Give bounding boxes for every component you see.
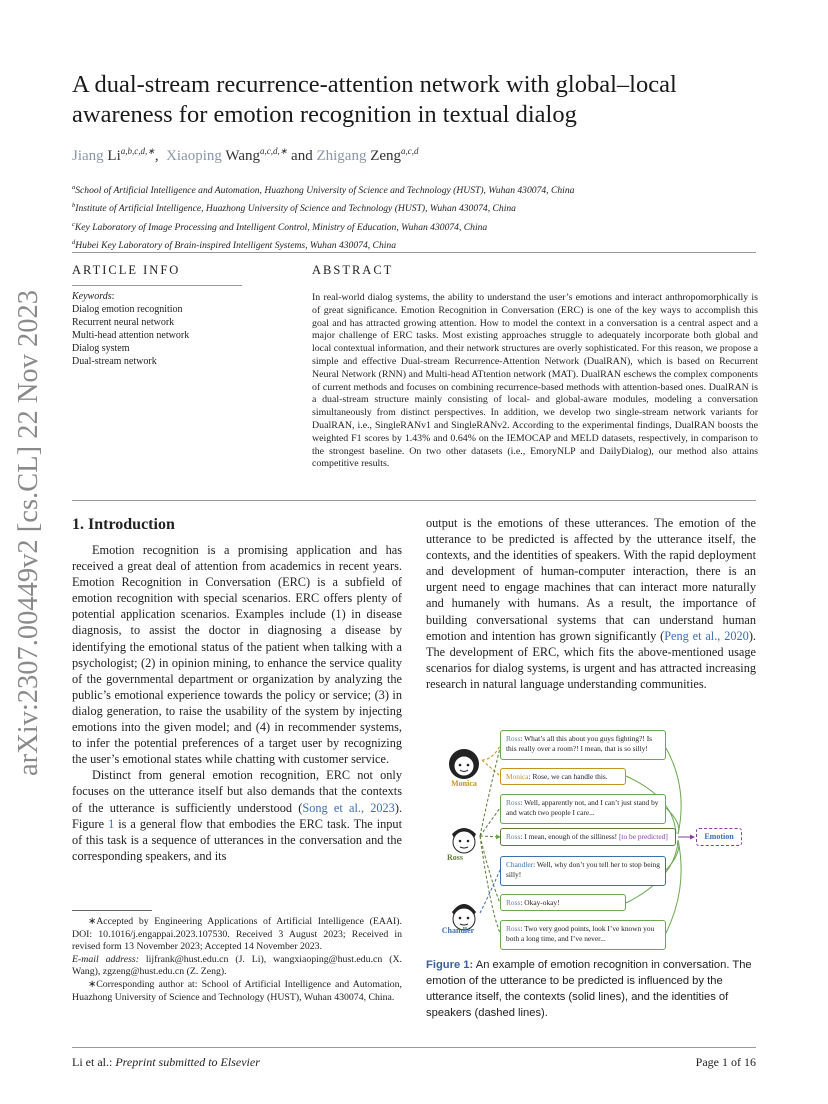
footer-divider — [72, 1047, 756, 1048]
utterance-text: Okay-okay! — [524, 898, 560, 907]
utterance-text: Well, why don’t you tell her to stop being silly! — [506, 860, 660, 879]
keyword-item: Recurrent neural network — [72, 317, 175, 328]
affiliation-sup: c — [72, 220, 75, 228]
utterance-text: What’s all this about you guys fighting?! Is this really over a room?! I mean, that is so silly! — [506, 734, 653, 753]
utterance-speaker: Ross — [506, 832, 521, 841]
utterance-5: Chandler: Well, why don’t you tell her to stop being silly! — [500, 856, 666, 886]
abstract-rule — [312, 285, 758, 286]
footer-authors: Li et al.: — [72, 1055, 113, 1069]
author-last-name: Li — [107, 148, 121, 164]
affiliation-sup: b — [72, 202, 76, 210]
intro-paragraph-continued — [426, 515, 756, 692]
footnote-rule — [72, 910, 152, 911]
affiliation-text: Institute of Artificial Intelligence, Huazhong University of Science and Technology (HUST), Wuhan 430074, China — [75, 203, 516, 215]
author-first-name: Zhigang — [316, 148, 367, 164]
arxiv-stamp-text: arXiv:2307.00449v2 [cs.CL] 22 Nov 2023 — [13, 290, 44, 776]
caption-text: An example of emotion recognition in conversation. The emotion of the utterance to be predicted is influenced by the utterance itself, the contexts (solid lines), and the identities of speakers (dashed lines). — [426, 959, 752, 1019]
left-column — [72, 542, 402, 864]
arxiv-stamp-svg — [4, 290, 48, 780]
arxiv-stamp — [4, 290, 48, 780]
speaker-label-ross: Ross — [446, 853, 463, 862]
footnote-emails — [72, 954, 402, 979]
utterance-text: I mean, enough of the silliness! — [524, 832, 618, 841]
keyword-item: Dialog system — [72, 343, 130, 354]
utterance-text: Well, apparently not, and I can’t just stand by and watch two people I care... — [506, 798, 659, 817]
citation-link-peng[interactable]: Peng et al., 2020 — [664, 628, 749, 643]
footer-left — [72, 1055, 260, 1070]
figure-1 — [426, 728, 756, 950]
affiliation-line — [72, 180, 762, 198]
footnotes — [72, 916, 402, 1004]
affiliation-text: School of Artificial Intelligence and Automation, Huazhong University of Science and Technology (HUST), Wuhan 430074, China — [75, 185, 575, 197]
utterance-speaker: Ross — [506, 734, 521, 743]
prediction-tag: [to be predicted] — [618, 832, 668, 841]
affiliation-text: Hubei Key Laboratory of Brain-inspired Intelligent Systems, Wuhan 430074, China — [75, 240, 396, 252]
paragraph-text: ). Figure — [72, 800, 403, 831]
footnote-accepted: ∗Accepted by Engineering Applications of Artificial Intelligence (EAAI). DOI: 10.1016/j.engappai.2023.107530. Received 3 August 2023; Received in revised form 13 November 2023; Accepted 14 November 2023. — [72, 916, 402, 953]
intro-paragraph-2 — [72, 767, 402, 864]
affiliation-text: Key Laboratory of Image Processing and Intelligent Control, Ministry of Education, Wuhan 430074, China — [74, 221, 488, 233]
utterance-speaker: Monica — [506, 772, 529, 781]
right-column — [426, 515, 756, 692]
affiliations — [72, 180, 762, 254]
author-first-name: Jiang — [72, 148, 104, 164]
utterance-to-predict: Ross: I mean, enough of the silliness! [to be predicted] — [500, 828, 676, 846]
email-label: E-mail address: — [72, 953, 139, 965]
keywords-label-line: Keywords: — [72, 291, 115, 302]
keyword-item: Dialog emotion recognition — [72, 304, 183, 315]
speaker-label-monica: Monica — [451, 779, 477, 788]
abstract-divider — [72, 500, 756, 501]
paragraph-text: is a general flow that embodies the ERC task. The input of this task is a sequence of utterances in the conversation and the corresponding speakers, and its — [72, 816, 402, 863]
intro-paragraph-1: Emotion recognition is a promising application and has received a great deal of attention from academics in recent years. Emotion Recognition in Conversation (ERC) is a subfield of emotion recognition with special scenarios. ERC offers plenty of potential application scenarios. Examples include (1) in disease diagnosis, to assist the doctor in diagnosing a disease by identifying the emotional status of the patient when talking with a psychologist; (2) in opinion mining, to enhance the service quality of the governmental department or organization by analyzing the public’s emotional experience towards the policy or service; (3) in dialog generation, to raise the usability of the system by injecting emotions into the given model; and (4) in recommender systems, to infer the potential preferences of a target user by recognizing the user’s emotional states while chatting with customer service. — [72, 543, 402, 767]
author-first-name: Xiaoping — [166, 148, 222, 164]
author-list: Jiang $Li^{a,b,c,d,∗}$, Xiaoping Wang$^{a,c,d,∗}$ and Zhigang Zeng$^{a,c,d}$ — [72, 146, 419, 164]
keywords-label: Keywords — [72, 291, 112, 302]
figure-ref-link[interactable]: 1 — [108, 816, 115, 831]
paragraph-text: output is the emotions of these utterances. The emotion of the utterance to be predicted is affected by the utterance itself, the contexts, and the identities of speakers. With the rapid deployment and development of human-computer interaction, there is an urgent need to engage machines that can interact more naturally and humanely with humans. As a result, the importance of building conversational systems that can understand human emotion and intention has grown significantly ( — [426, 516, 756, 643]
author-and: and — [291, 148, 313, 164]
speaker-label-chandler: Chandler — [441, 926, 475, 935]
utterance-text: Two very good points, look I’ve known you both a long time, and I’ve never... — [506, 924, 655, 943]
utterance-speaker: Ross — [506, 898, 521, 907]
utterance-speaker: Ross — [506, 924, 521, 933]
citation-link-song[interactable]: Song et al., 2023 — [302, 800, 395, 815]
keywords-block — [72, 290, 189, 368]
utterance-text: Rose, we can handle this. — [532, 772, 608, 781]
author-last-name: Wang — [225, 148, 260, 164]
header-divider — [72, 252, 756, 253]
affiliation-line — [72, 198, 762, 216]
keyword-item: Multi-head attention network — [72, 330, 190, 341]
utterance-1: Ross: What’s all this about you guys fighting?! Is this really over a room?! I mean, that is so silly! — [500, 730, 666, 760]
abstract-text: In real-world dialog systems, the ability to understand the user’s emotions and interact anthropomorphically is of great significance. Emotion Recognition in Conversation (ERC) is one of the key ways to accomplish this goal and has attracted growing attention. How to model the context in a conversation is a central aspect and a major challenge of ERC tasks. Most existing approaches struggle to adequately incorporate both global and local contextual information, and their network structures are overly sophisticated. For this reason, we propose a simple and effective Dual-stream Recurrence-Attention Network (DualRAN), which is based on Recurrent Neural Network (RNN) and Multi-head ATtention network (MAT). DualRAN eschews the complex components of current methods and focuses on combining recurrence-based methods with attention-based ones. DualRAN is a dual-stream structure mainly consisting of local- and global-aware modules, modeling a conversation simultaneously from distinct perspectives. In addition, we develop two single-stream network variants for DualRAN, i.e., SingleRANv1 and SingleRANv2. According to the experimental findings, DualRAN boosts the weighted F1 scores by 1.43% and 0.64% on the IEMOCAP and MELD datasets, respectively, in comparison to the strongest baseline. On two other datasets (i.e., EmoryNLP and DailyDialog), our method also attains competitive results. — [312, 292, 758, 470]
utterance-7: Ross: Two very good points, look I’ve known you both a long time, and I’ve never... — [500, 920, 666, 950]
utterance-2: Monica: Rose, we can handle this. — [500, 768, 626, 785]
caption-label: Figure 1: — [426, 959, 474, 971]
paragraph-text: Distinct from general emotion recognition, ERC not only focuses on the utterance itself but also demands that the contexts of the utterance is sufficiently understood ( — [72, 768, 402, 815]
keyword-item: Dual-stream network — [72, 356, 157, 367]
utterance-6: Ross: Okay-okay! — [500, 894, 626, 911]
article-info-rule — [72, 285, 242, 286]
paragraph-text: ). The development of ERC, which fits the above-mentioned usage scenarios for dialog systems, is urgent and has attracted increasing research in natural language understanding communities. — [426, 628, 756, 691]
figure-caption — [426, 957, 758, 1021]
paper-title: A dual-stream recurrence-attention network with global–local awareness for emotion recognition in textual dialog — [72, 71, 677, 128]
affiliation-line — [72, 235, 762, 253]
author-affil-sup: a,c,d — [401, 146, 419, 156]
utterance-3: Ross: Well, apparently not, and I can’t just stand by and watch two people I care... — [500, 794, 666, 824]
affiliation-sup: a — [72, 184, 76, 191]
author-last-name: Zeng — [370, 148, 402, 164]
footnote-corresponding: ∗Corresponding author at: School of Artificial Intelligence and Automation, Huazhong University of Science and Technology (HUST), Wuhan 430074, China. — [72, 978, 402, 1003]
affiliation-line — [72, 217, 762, 235]
author-affil-sup: a,c,d,∗ — [260, 146, 288, 156]
article-info-heading: ARTICLE INFO — [72, 263, 181, 277]
monica-avatar-icon — [444, 744, 484, 784]
section-heading-introduction: 1. Introduction — [72, 516, 175, 533]
author-affil-sup: a,b,c,d,∗ — [120, 146, 155, 156]
utterance-speaker: Ross — [506, 798, 521, 807]
affiliation-sup: d — [72, 239, 76, 247]
abstract-heading: ABSTRACT — [312, 263, 394, 277]
footer-preprint-note: Preprint submitted to Elsevier — [112, 1055, 260, 1069]
utterance-speaker: Chandler — [506, 860, 534, 869]
email-addresses: lijfrank@hust.edu.cn (J. Li), wangxiaoping@hust.edu.cn (X. Wang), zgzeng@hust.edu.cn (Z. Zeng). — [72, 953, 402, 978]
page-number: Page 1 of 16 — [695, 1055, 756, 1069]
emotion-output-box: Emotion — [696, 828, 742, 846]
